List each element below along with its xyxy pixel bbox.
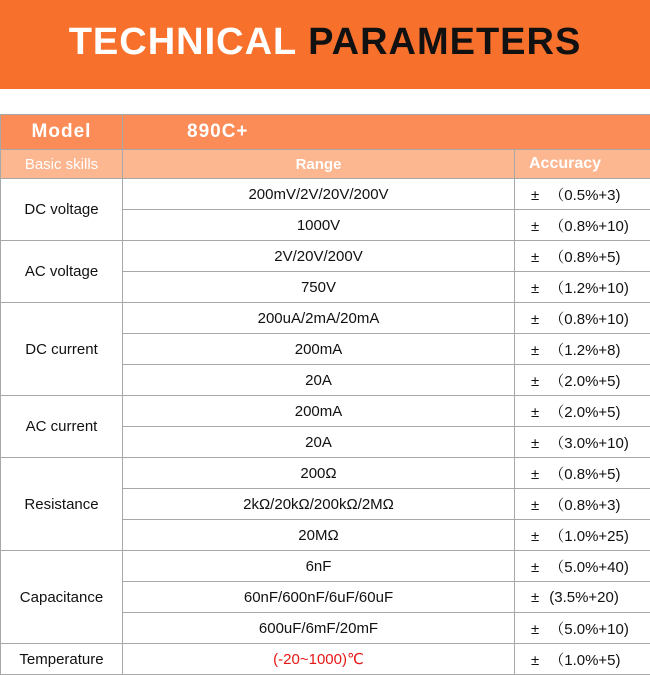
accuracy-value: （0.8%+3): [549, 497, 620, 514]
header-row: [1, 150, 650, 179]
range-cell: 200mA: [123, 396, 515, 427]
accuracy-value: （2.0%+5): [549, 404, 620, 421]
accuracy-cell: [515, 303, 650, 334]
accuracy-value: （0.8%+10): [549, 218, 629, 235]
table-row: [1, 396, 650, 427]
accuracy-cell: [515, 334, 650, 365]
plus-minus-symbol: ±: [531, 528, 539, 545]
accuracy-value: （0.8%+10): [549, 311, 629, 328]
parameters-table: [0, 114, 650, 675]
plus-minus-symbol: ±: [531, 621, 539, 638]
range-cell: 2V/20V/200V: [123, 241, 515, 272]
plus-minus-symbol: ±: [531, 249, 539, 266]
accuracy-value: （2.0%+5): [549, 373, 620, 390]
range-cell: 200Ω: [123, 458, 515, 489]
accuracy-cell: [515, 241, 650, 272]
accuracy-cell: [515, 644, 650, 675]
accuracy-cell: [515, 210, 650, 241]
range-cell: 600uF/6mF/20mF: [123, 613, 515, 644]
table-row: [1, 458, 650, 489]
accuracy-value: （5.0%+10): [549, 621, 629, 638]
title-word-technical: TECHNICAL: [69, 21, 297, 63]
plus-minus-symbol: ±: [531, 466, 539, 483]
plus-minus-symbol: ±: [531, 218, 539, 235]
plus-minus-symbol: ±: [531, 311, 539, 328]
plus-minus-symbol: ±: [531, 373, 539, 390]
function-cell: Resistance: [1, 458, 123, 551]
accuracy-value: (3.5%+20): [549, 589, 619, 606]
plus-minus-symbol: ±: [531, 280, 539, 297]
accuracy-cell: [515, 582, 650, 613]
accuracy-cell: [515, 458, 650, 489]
accuracy-value: （5.0%+40): [549, 559, 629, 576]
range-cell: 2kΩ/20kΩ/200kΩ/2MΩ: [123, 489, 515, 520]
accuracy-value: （0.8%+5): [549, 249, 620, 266]
model-row: [1, 115, 650, 150]
range-cell: (-20~1000)℃: [123, 644, 515, 675]
function-cell: AC voltage: [1, 241, 123, 303]
model-label: Model: [1, 115, 123, 150]
plus-minus-symbol: ±: [531, 589, 539, 606]
table-row: [1, 179, 650, 210]
range-cell: 200mV/2V/20V/200V: [123, 179, 515, 210]
accuracy-cell: [515, 520, 650, 551]
plus-minus-symbol: ±: [531, 652, 539, 669]
range-cell: 20A: [123, 365, 515, 396]
plus-minus-symbol: ±: [531, 559, 539, 576]
accuracy-value: （3.0%+10): [549, 435, 629, 452]
header-function: Basic skills: [1, 150, 123, 179]
accuracy-cell: [515, 551, 650, 582]
function-cell: AC current: [1, 396, 123, 458]
header-range: Range: [123, 150, 515, 179]
table-row: [1, 551, 650, 582]
accuracy-value: （0.5%+3): [549, 187, 620, 204]
range-cell: 6nF: [123, 551, 515, 582]
page-title: [0, 19, 650, 65]
table-row: [1, 644, 650, 675]
accuracy-cell: [515, 179, 650, 210]
accuracy-value: （1.0%+5): [549, 652, 620, 669]
title-word-parameters: PARAMETERS: [308, 21, 581, 63]
range-cell: 20MΩ: [123, 520, 515, 551]
range-cell: 200mA: [123, 334, 515, 365]
function-cell: Temperature: [1, 644, 123, 675]
plus-minus-symbol: ±: [531, 404, 539, 421]
accuracy-value: （0.8%+5): [549, 466, 620, 483]
table-row: [1, 303, 650, 334]
table-row: [1, 241, 650, 272]
accuracy-cell: [515, 272, 650, 303]
range-cell: 200uA/2mA/20mA: [123, 303, 515, 334]
range-cell: 1000V: [123, 210, 515, 241]
title-banner: [0, 0, 650, 89]
function-cell: Capacitance: [1, 551, 123, 644]
header-accuracy: Accuracy: [515, 150, 650, 179]
accuracy-cell: [515, 489, 650, 520]
range-cell: 20A: [123, 427, 515, 458]
range-cell: 60nF/600nF/6uF/60uF: [123, 582, 515, 613]
range-cell: 750V: [123, 272, 515, 303]
accuracy-value: （1.2%+8): [549, 342, 620, 359]
accuracy-cell: [515, 613, 650, 644]
plus-minus-symbol: ±: [531, 342, 539, 359]
plus-minus-symbol: ±: [531, 435, 539, 452]
function-cell: DC current: [1, 303, 123, 396]
model-value: 890C+: [123, 115, 650, 150]
plus-minus-symbol: ±: [531, 187, 539, 204]
accuracy-value: （1.2%+10): [549, 280, 629, 297]
accuracy-cell: [515, 427, 650, 458]
accuracy-cell: [515, 365, 650, 396]
plus-minus-symbol: ±: [531, 497, 539, 514]
accuracy-cell: [515, 396, 650, 427]
function-cell: DC voltage: [1, 179, 123, 241]
accuracy-value: （1.0%+25): [549, 528, 629, 545]
